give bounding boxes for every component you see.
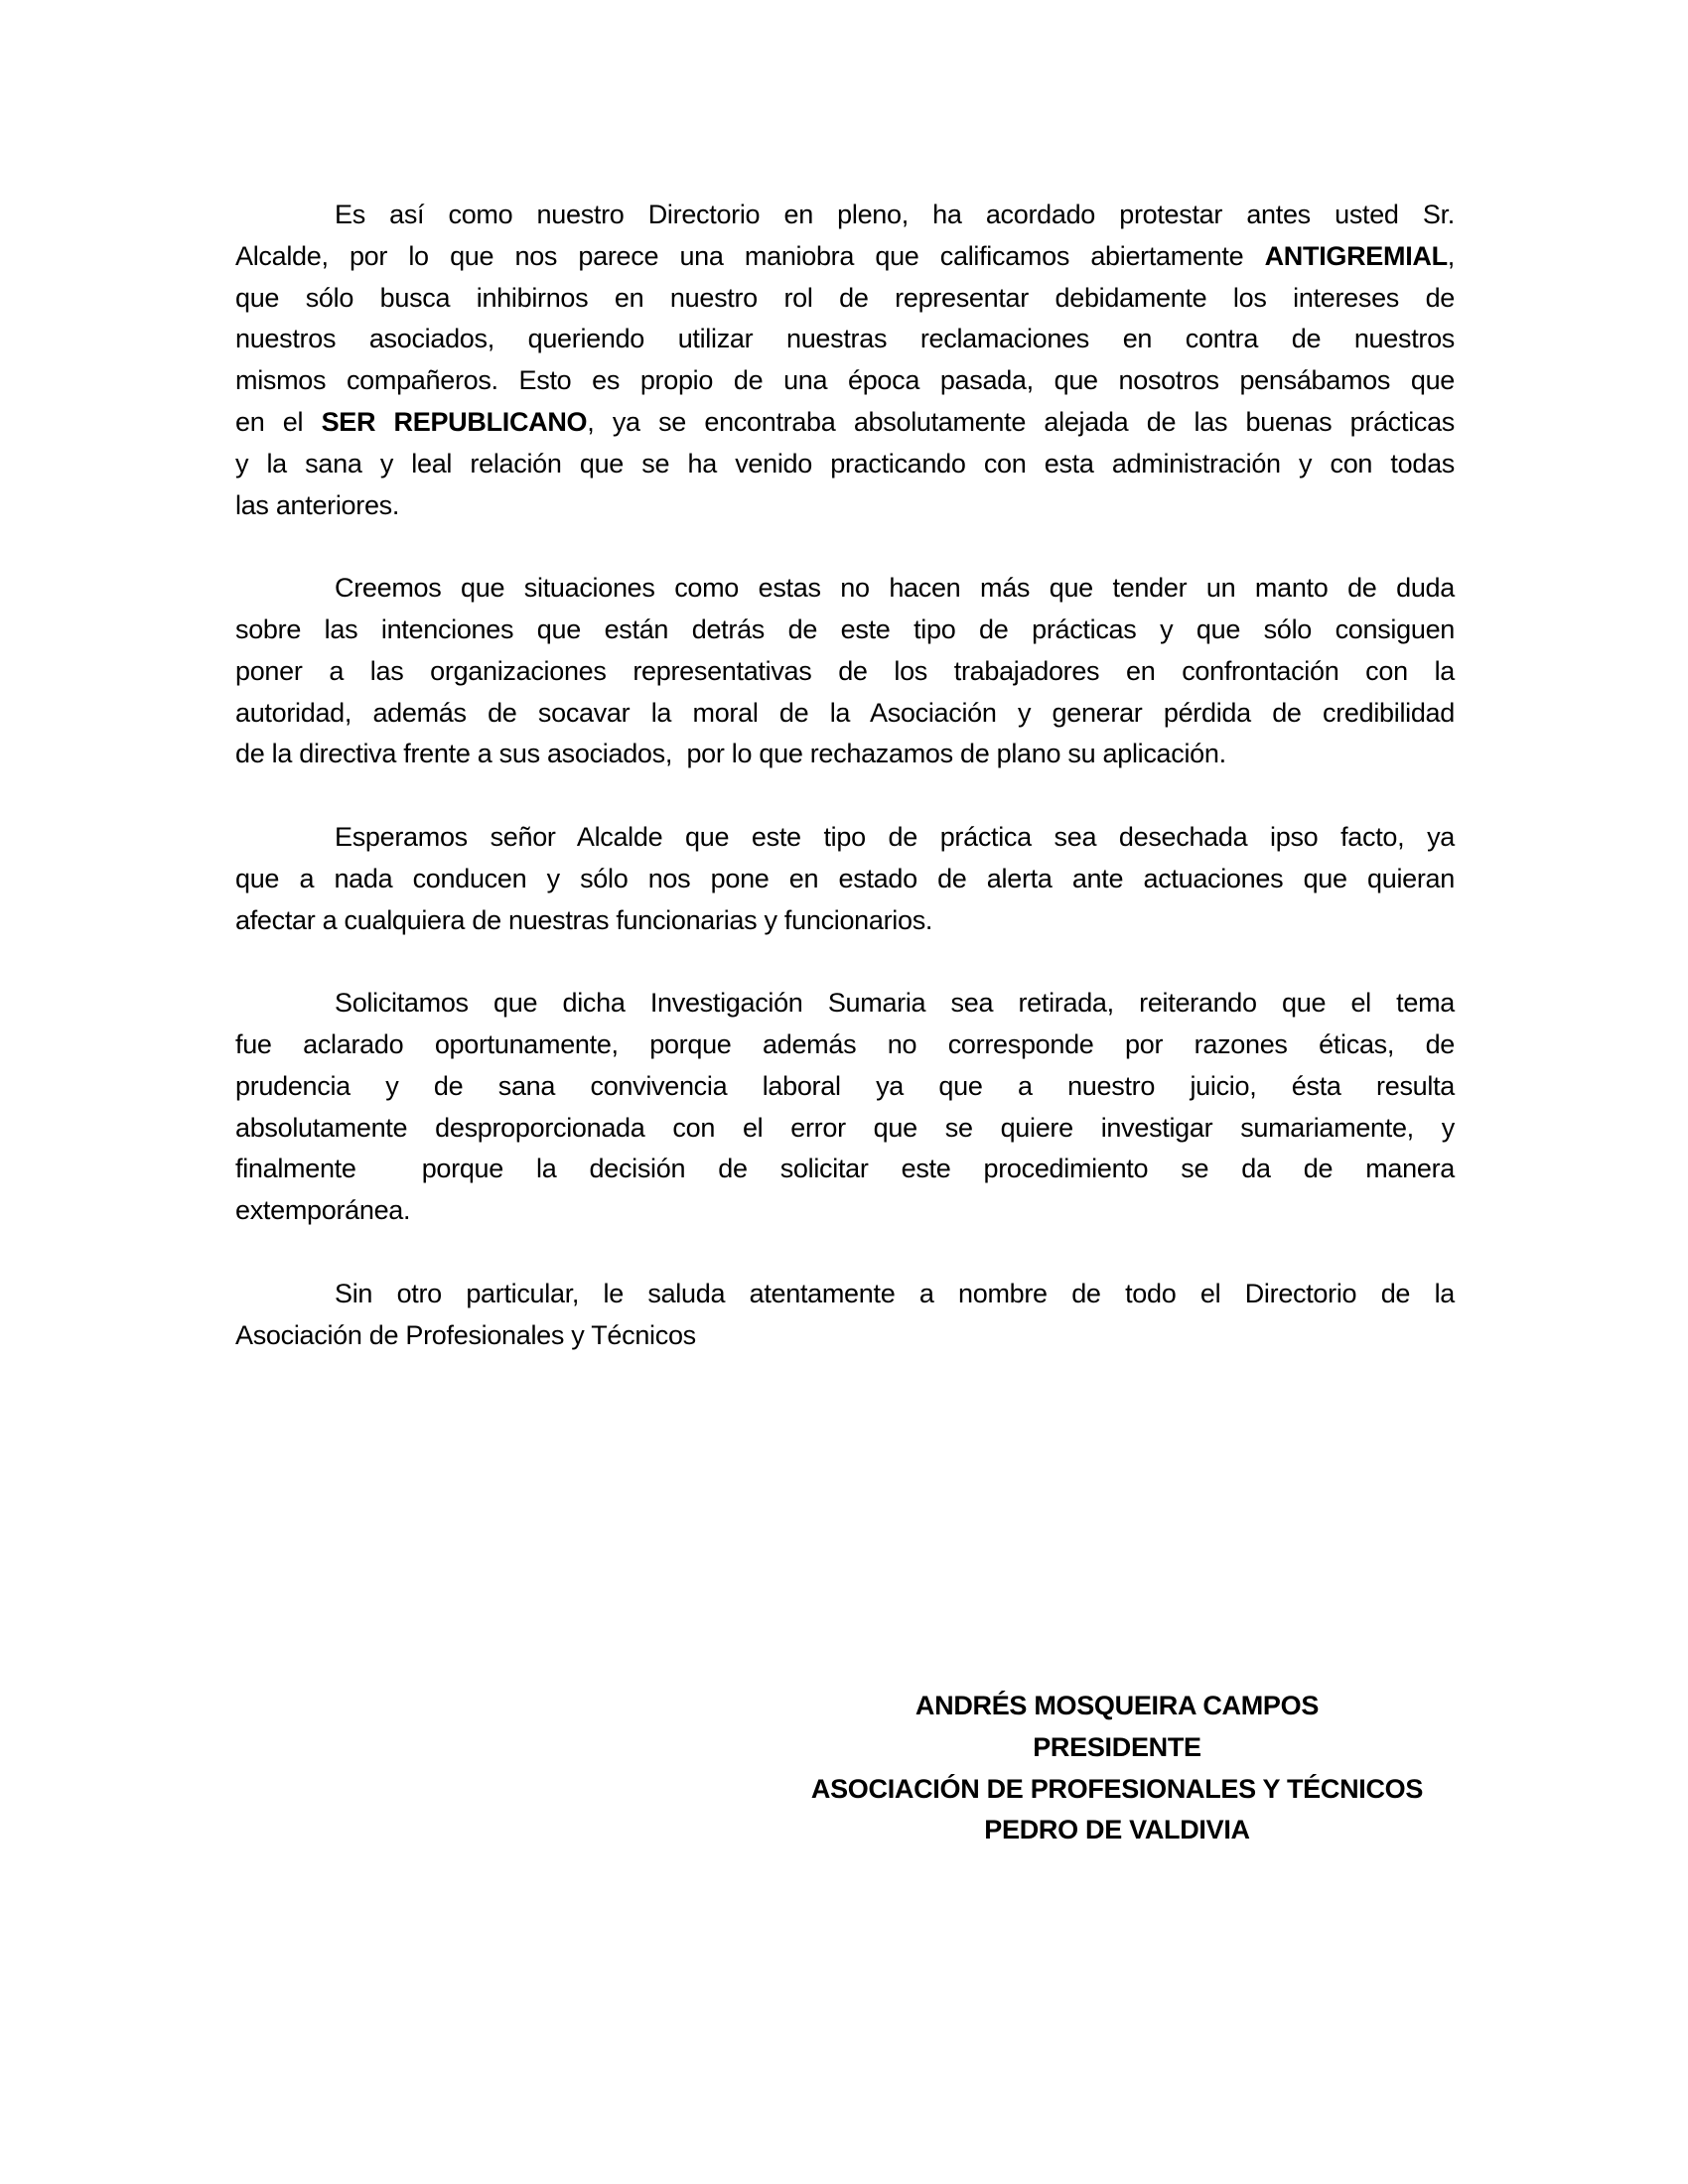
text-segment: en el — [235, 406, 322, 437]
text-line — [235, 402, 1455, 444]
text-line: finalmente porque la decisión de solicitar este procedimiento se da de manera — [235, 1154, 1455, 1184]
text-line: poner a las organizaciones representativas de los trabajadores en confrontación con la — [235, 655, 1455, 686]
text-segment: , ya se encontraba absolutamente alejada de las buenas prácticas — [587, 406, 1456, 437]
text-line: afectar a cualquiera de nuestras funcionarias y funcionarios. — [235, 904, 933, 935]
signer-location: PEDRO DE VALDIVIA — [984, 1815, 1250, 1845]
text-line: mismos compañeros. Esto es propio de una época pasada, que nosotros pensábamos que — [235, 365, 1455, 396]
letter-body — [235, 195, 1455, 1398]
signer-organization: ASOCIACIÓN DE PROFESIONALES Y TÉCNICOS — [810, 1773, 1424, 1804]
text-line: Es así como nuestro Directorio en pleno, ha acordado protestar antes usted Sr. — [335, 200, 1455, 229]
text-line: que a nada conducen y sólo nos pone en estado de alerta ante actuaciones que quieran — [235, 863, 1455, 893]
text-line: las anteriores. — [235, 489, 400, 520]
text-line: sobre las intenciones que están detrás de este tipo de prácticas y que sólo consiguen — [235, 614, 1455, 644]
text-line: Asociación de Profesionales y Técnicos — [235, 1319, 696, 1350]
paragraph-3 — [235, 817, 1455, 941]
paragraph-2 — [235, 568, 1455, 775]
text-segment: , — [1447, 240, 1455, 271]
text-line: fue aclarado oportunamente, porque además no corresponde por razones éticas, de — [235, 1028, 1455, 1059]
signer-name: ANDRÉS MOSQUEIRA CAMPOS — [914, 1691, 1320, 1720]
text-line: prudencia y de sana convivencia laboral ya que a nuestro juicio, ésta resulta — [235, 1070, 1455, 1101]
text-segment: Alcalde, por lo que nos parece una maniobra que calificamos abiertamente — [235, 240, 1265, 271]
text-line: de la directiva frente a sus asociados, por lo que rechazamos de plano su aplicación. — [235, 739, 1226, 769]
paragraph-closing — [235, 1274, 1455, 1357]
paragraph-4 — [235, 983, 1455, 1232]
text-line: Esperamos señor Alcalde que este tipo de práctica sea desechada ipso facto, ya — [335, 821, 1455, 852]
text-line — [235, 236, 1455, 278]
text-line: Sin otro particular, le saluda atentamente a nombre de todo el Directorio de la — [335, 1278, 1455, 1308]
paragraph-1 — [235, 195, 1455, 526]
text-line: autoridad, además de socavar la moral de la Asociación y generar pérdida de credibilidad — [235, 697, 1455, 728]
text-line: extemporánea. — [235, 1195, 411, 1226]
text-line: Creemos que situaciones como estas no hacen más que tender un manto de duda — [335, 573, 1455, 604]
text-line: nuestros asociados, queriendo utilizar nuestras reclamaciones en contra de nuestros — [235, 324, 1455, 354]
text-line: y la sana y leal relación que se ha venido practicando con esta administración y con todas — [235, 448, 1455, 478]
text-line: Solicitamos que dicha Investigación Sumaria sea retirada, reiterando que el tema — [335, 988, 1455, 1019]
signature-block — [546, 1686, 1688, 1851]
bold-text-ser-republicano: SER REPUBLICANO — [321, 406, 588, 437]
bold-text-antigremial: ANTIGREMIAL — [1264, 240, 1448, 271]
signer-title: PRESIDENTE — [1033, 1731, 1201, 1762]
text-line: que sólo busca inhibirnos en nuestro rol de representar debidamente los intereses de — [235, 282, 1455, 313]
text-line: absolutamente desproporcionada con el error que se quiere investigar sumariamente, y — [235, 1112, 1455, 1143]
